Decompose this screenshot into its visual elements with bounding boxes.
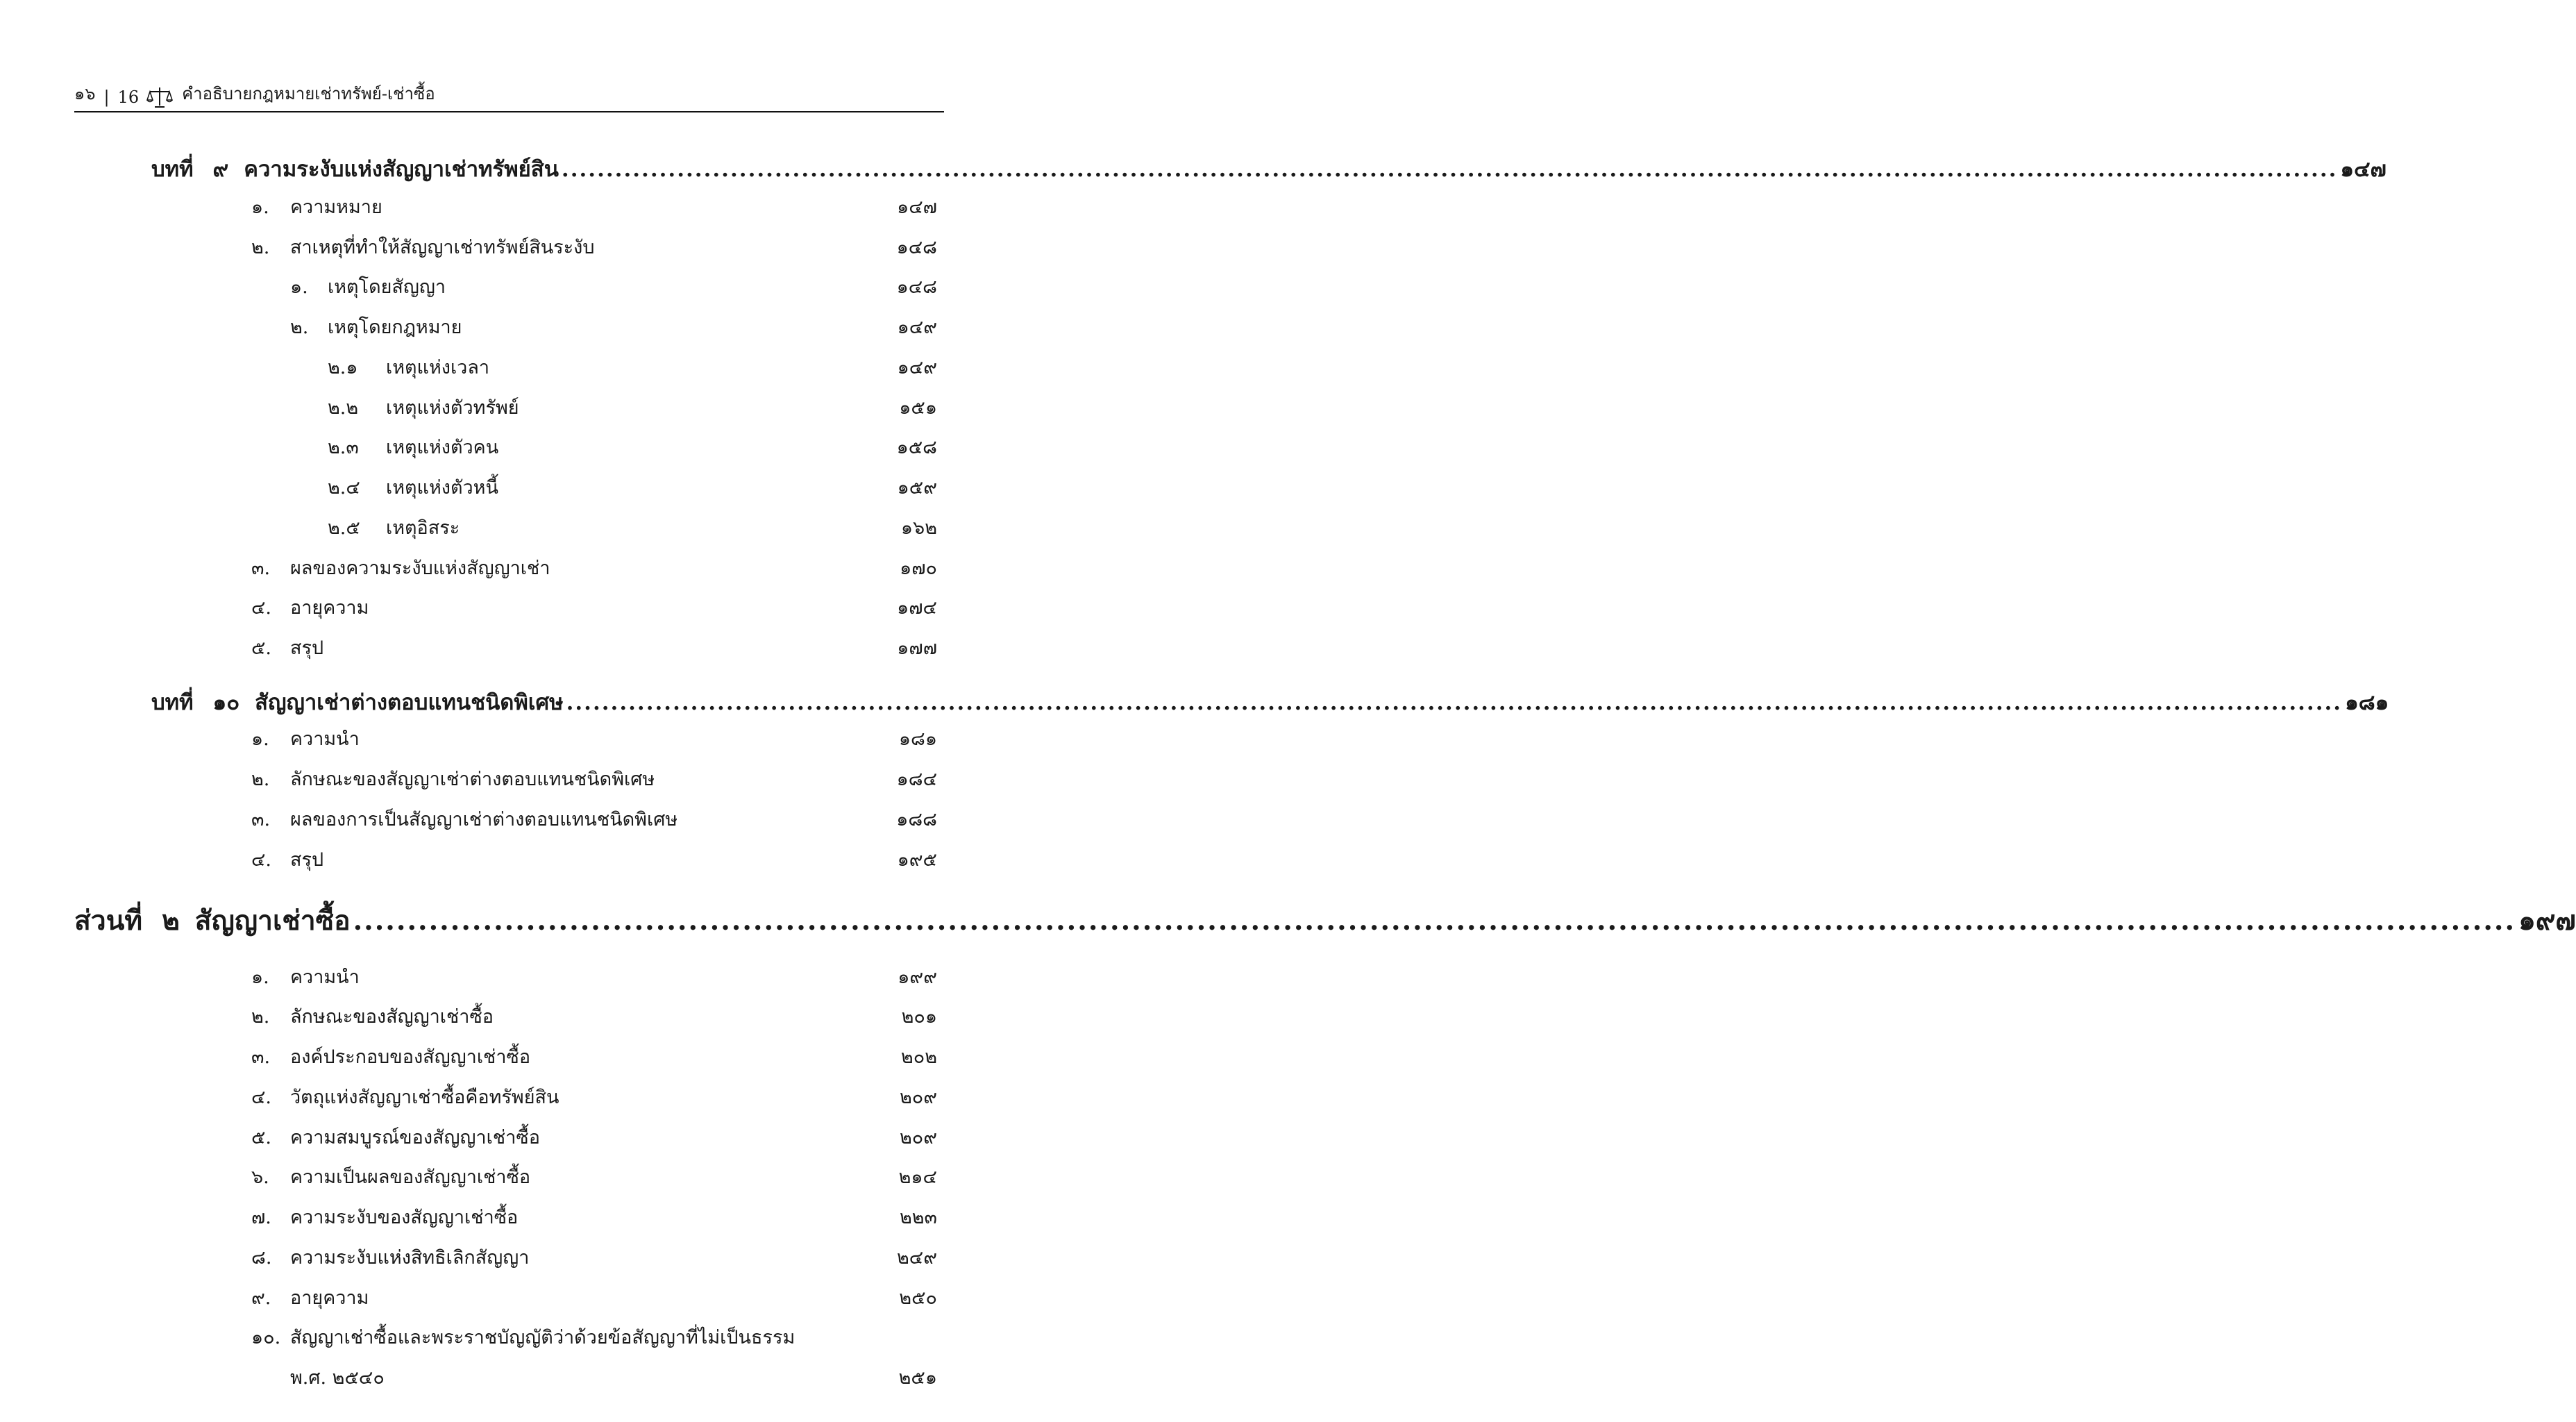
toc-entry[interactable] — [328, 472, 937, 502]
toc-entry-page: ๒๔๙ — [896, 1247, 937, 1269]
toc-entry-text — [251, 1001, 494, 1031]
toc-entry-page: ๑๔๗ — [897, 196, 937, 218]
toc-entry-number: ๕. — [251, 637, 272, 659]
toc-entry-title: ลักษณะของสัญญาเช่าต่างตอบแทนชนิดพิเศษ — [290, 769, 655, 790]
chapter-10-heading-title: สัญญาเช่าต่างตอบแทนชนิดพิเศษ — [255, 690, 564, 715]
toc-entry-title: ความสมบูรณ์ของสัญญาเช่าซื้อ — [290, 1127, 540, 1148]
toc-entry[interactable] — [290, 1362, 937, 1392]
toc-entry[interactable] — [251, 1242, 937, 1272]
toc-entry-title: สัญญาเช่าซื้อและพระราชบัญญัติว่าด้วยข้อสัญญาที่ไม่เป็นธรรม — [290, 1327, 795, 1348]
toc-entry-number: ๑๐. — [251, 1327, 281, 1348]
chapter-9-heading-label: บทที่ — [151, 157, 194, 182]
thai-page-number: ๑๖ — [74, 84, 96, 103]
toc-entry[interactable] — [290, 312, 937, 342]
toc-entry-text — [251, 232, 595, 262]
toc-entry[interactable] — [251, 232, 937, 262]
toc-entry-text — [290, 271, 446, 301]
chapter-10-heading-label: บทที่ — [151, 690, 194, 715]
toc-entry-page: ๑๔๙ — [897, 317, 937, 338]
part-2-heading-text — [74, 899, 351, 942]
toc-entry-number: ๔. — [251, 849, 272, 871]
chapter-10-heading-text — [151, 685, 564, 719]
toc-entry-title: อายุความ — [290, 597, 369, 619]
toc-entry-page: ๑๙๕ — [897, 849, 937, 871]
toc-entry-page: ๑๙๙ — [898, 967, 937, 988]
toc-entry-number: ๒.๔ — [328, 477, 360, 499]
toc-entry-number: ๒. — [290, 317, 309, 338]
toc-entry-title: วัตถุแห่งสัญญาเช่าซื้อคือทรัพย์สิน — [290, 1087, 559, 1108]
toc-entry-text — [251, 1162, 530, 1191]
toc-entry-text — [251, 804, 677, 834]
toc-entry[interactable] — [328, 392, 937, 422]
toc-entry[interactable] — [251, 962, 937, 992]
dot-leader: ........................................................................................................................................................................................................ — [566, 690, 2343, 715]
chapter-10-heading[interactable] — [151, 685, 2389, 719]
toc-entry[interactable] — [251, 1082, 937, 1112]
toc-entry-page: ๒๑๔ — [898, 1166, 937, 1188]
toc-entry-page: ๒๐๒ — [900, 1046, 937, 1068]
toc-entry-number: ๙. — [251, 1287, 271, 1309]
toc-entry-text — [251, 1082, 559, 1112]
toc-entry-number: ๒.๑ — [328, 357, 358, 378]
toc-entry-text — [251, 192, 382, 221]
part-2-heading[interactable] — [74, 899, 2576, 942]
toc-entry-text — [251, 764, 655, 794]
toc-entry-number: ๗. — [251, 1207, 271, 1228]
toc-entry-text — [251, 1202, 518, 1232]
header-separator: | — [103, 87, 110, 107]
toc-entry-title: เหตุโดยสัญญา — [328, 276, 446, 298]
toc-entry-title: เหตุแห่งตัวหนี้ — [386, 477, 498, 499]
arabic-page-number: 16 — [117, 87, 140, 107]
toc-entry-text — [251, 723, 360, 753]
toc-entry-page: ๒๐๑ — [901, 1006, 937, 1028]
toc-entry[interactable] — [251, 764, 937, 794]
toc-entry[interactable] — [251, 723, 937, 753]
toc-entry-title: เหตุแห่งเวลา — [386, 357, 490, 378]
toc-entry-page: ๑๕๙ — [897, 477, 937, 499]
toc-entry[interactable] — [251, 592, 937, 622]
chapter-9-heading-page: ๑๔๗ — [2340, 157, 2386, 182]
dot-leader: ........................................................................................................................................................................................................ — [561, 157, 2338, 182]
toc-entry-number: ๒.๒ — [328, 397, 359, 419]
chapter-10-heading-number: ๑๐ — [212, 690, 240, 715]
chapter-9-heading-number: ๙ — [212, 157, 229, 182]
toc-entry-page: ๑๕๑ — [899, 397, 937, 419]
toc-entry-text — [328, 432, 498, 462]
chapter-10-heading-page: ๑๘๑ — [2345, 690, 2389, 715]
toc-entry[interactable] — [251, 633, 937, 662]
toc-entry-text — [251, 962, 360, 992]
toc-entry[interactable] — [251, 1322, 937, 1352]
toc-entry-number: ๑. — [251, 967, 269, 988]
toc-entry-text — [251, 844, 323, 874]
toc-entry-number: ๘. — [251, 1247, 272, 1269]
toc-entry[interactable] — [251, 1001, 937, 1031]
toc-entry-title: เหตุโดยกฎหมาย — [328, 317, 462, 338]
running-header — [74, 78, 944, 112]
toc-entry-page: ๑๔๘ — [896, 276, 937, 298]
toc-entry-number: ๖. — [251, 1166, 269, 1188]
toc-entry[interactable] — [328, 352, 937, 382]
toc-entry-number: ๓. — [251, 1046, 271, 1068]
toc-entry-number: ๒. — [251, 237, 270, 258]
toc-entry-page: ๑๘๔ — [896, 769, 937, 790]
toc-entry-page: ๑๗๔ — [897, 597, 937, 619]
toc-entry-page: ๑๘๑ — [898, 728, 937, 750]
toc-entry-title: พ.ศ. ๒๕๔๐ — [290, 1367, 385, 1389]
toc-entry-text — [328, 392, 519, 422]
toc-entry-number: ๕. — [251, 1127, 272, 1148]
toc-entry-text — [251, 1042, 530, 1071]
toc-entry-page: ๑๔๙ — [897, 357, 937, 378]
toc-entry-text — [251, 1322, 795, 1352]
toc-entry-title: สรุป — [290, 637, 324, 659]
toc-entry[interactable] — [251, 1202, 937, 1232]
toc-entry-title: ความนำ — [290, 967, 360, 988]
toc-entry-title: เหตุอิสระ — [386, 517, 460, 539]
toc-entry-title: ความเป็นผลของสัญญาเช่าซื้อ — [290, 1166, 531, 1188]
toc-entry-text — [251, 1242, 529, 1272]
toc-entry[interactable] — [251, 804, 937, 834]
toc-entry-title: ผลของความระงับแห่งสัญญาเช่า — [290, 558, 550, 579]
toc-entry-text — [251, 633, 323, 662]
toc-entry-page: ๒๒๓ — [899, 1207, 937, 1228]
toc-entry[interactable] — [251, 844, 937, 874]
toc-entry-page: ๒๕๑ — [898, 1367, 937, 1389]
toc-entry-title: เหตุแห่งตัวคน — [386, 437, 499, 458]
toc-entry-page: ๑๗๗ — [897, 637, 937, 659]
toc-entry-number: ๒.๕ — [328, 517, 360, 539]
toc-entry[interactable] — [251, 1042, 937, 1071]
part-2-heading-number: ๒ — [162, 905, 180, 937]
toc-entry-text — [290, 312, 462, 342]
toc-entry-number: ๔. — [251, 1087, 272, 1108]
toc-entry[interactable] — [290, 271, 937, 301]
part-2-heading-page: ๑๙๗ — [2518, 905, 2576, 937]
toc-entry[interactable] — [328, 512, 937, 542]
chapter-9-heading[interactable] — [151, 151, 2386, 186]
toc-entry-page: ๒๐๙ — [899, 1127, 937, 1148]
toc-entry-text — [251, 592, 369, 622]
chapter-9-heading-text — [151, 151, 559, 186]
toc-entry-page: ๑๖๒ — [900, 517, 937, 539]
toc-entry-title: สาเหตุที่ทำให้สัญญาเช่าทรัพย์สินระงับ — [290, 237, 595, 258]
toc-entry-page: ๒๕๐ — [899, 1287, 937, 1309]
toc-entry-title: ความระงับของสัญญาเช่าซื้อ — [290, 1207, 519, 1228]
toc-entry-page: ๑๘๘ — [896, 809, 937, 830]
scales-of-justice-icon — [147, 86, 172, 110]
part-2-heading-label: ส่วนที่ — [74, 905, 143, 937]
dot-leader: ........................................................................................................................................................................................................ — [353, 905, 2516, 937]
toc-entry-number: ๑. — [290, 276, 308, 298]
toc-entry-title: ผลของการเป็นสัญญาเช่าต่างตอบแทนชนิดพิเศษ — [290, 809, 678, 830]
toc-entry-number: ๑. — [251, 196, 269, 218]
toc-entry[interactable] — [251, 1122, 937, 1152]
toc-entry-number: ๒.๓ — [328, 437, 359, 458]
toc-entry-title: องค์ประกอบของสัญญาเช่าซื้อ — [290, 1046, 531, 1068]
book-title: คำอธิบายกฎหมายเช่าทรัพย์-เช่าซื้อ — [182, 84, 435, 103]
toc-entry-title: ลักษณะของสัญญาเช่าซื้อ — [290, 1006, 494, 1028]
toc-entry-title: สรุป — [290, 849, 324, 871]
toc-entry-page: ๑๕๘ — [896, 437, 937, 458]
toc-entry[interactable] — [251, 553, 937, 583]
toc-entry-text — [251, 1122, 540, 1152]
toc-entry-number: ๑. — [251, 728, 269, 750]
toc-entry[interactable] — [251, 192, 937, 221]
toc-entry-text — [251, 553, 550, 583]
chapter-9-heading-title: ความระงับแห่งสัญญาเช่าทรัพย์สิน — [244, 157, 559, 182]
toc-entry-number: ๓. — [251, 558, 271, 579]
toc-entry[interactable] — [328, 432, 937, 462]
toc-entry-text — [328, 352, 489, 382]
toc-entry-number: ๔. — [251, 597, 272, 619]
toc-entry-title: ความระงับแห่งสิทธิเลิกสัญญา — [290, 1247, 530, 1269]
toc-entry-page: ๑๔๘ — [896, 237, 937, 258]
toc-entry[interactable] — [251, 1282, 937, 1312]
toc-entry-title: ความหมาย — [290, 196, 382, 218]
part-2-heading-title: สัญญาเช่าซื้อ — [194, 905, 351, 937]
toc-entry-text — [251, 1282, 369, 1312]
toc-entry-title: เหตุแห่งตัวทรัพย์ — [386, 397, 519, 419]
toc-entry-number: ๒. — [251, 769, 270, 790]
toc-entry-number: ๒. — [251, 1006, 270, 1028]
toc-entry-text — [328, 472, 498, 502]
toc-entry-text — [290, 1362, 385, 1392]
toc-entry[interactable] — [251, 1162, 937, 1191]
toc-entry-text — [328, 512, 460, 542]
toc-entry-title: อายุความ — [290, 1287, 369, 1309]
toc-entry-title: ความนำ — [290, 728, 360, 750]
toc-entry-page: ๑๗๐ — [900, 558, 937, 579]
toc-entry-page: ๒๐๙ — [899, 1087, 937, 1108]
toc-entry-number: ๓. — [251, 809, 271, 830]
